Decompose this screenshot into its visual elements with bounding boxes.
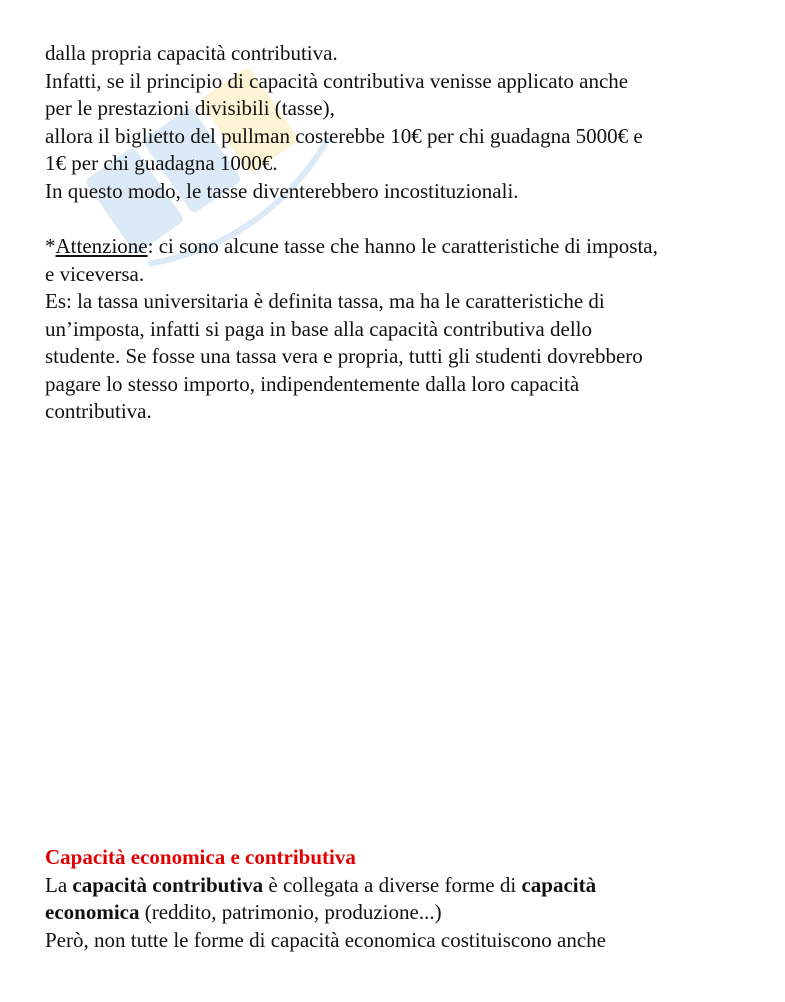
note-first-line-text: : ci sono alcune tasse che hanno le caratteristiche di imposta, [147, 234, 658, 258]
text-line: un’imposta, infatti si paga in base alla capacità contributiva dello [45, 316, 592, 341]
note-prefix: * [45, 234, 56, 258]
text-line: Infatti, se il principio di capacità contributiva venisse applicato anche [45, 68, 629, 93]
text-line: pagare lo stesso importo, indipendentemente dalla loro capacità [45, 371, 580, 396]
bold-term: capacità contributiva [72, 872, 264, 897]
text-line: contributiva. [45, 399, 152, 423]
section-heading: Capacità economica e contributiva [45, 845, 356, 869]
text-span: (reddito, patrimonio, produzione...) [139, 900, 442, 924]
section-line-1 [45, 872, 765, 900]
text-line: e viceversa. [45, 261, 145, 286]
note-label: Attenzione [55, 234, 148, 258]
bold-term: economica [45, 900, 140, 924]
section-line-2 [45, 899, 765, 927]
attention-note [45, 233, 765, 426]
bold-term: capacità [521, 872, 597, 897]
text-line: per le prestazioni divisibili (tasse), [45, 96, 335, 120]
text-line: Es: la tassa universitaria è definita tassa, ma ha le caratteristiche di [45, 289, 605, 313]
text-span: La [45, 872, 73, 897]
text-line: In questo modo, le tasse diventerebbero incostituzionali. [45, 178, 519, 203]
text-line: studente. Se fosse una tassa vera e propria, tutti gli studenti dovrebbero [45, 344, 643, 368]
section-capacita-economica [45, 844, 765, 954]
text-line: dalla propria capacità contributiva. [45, 41, 338, 65]
text-line: allora il biglietto del pullman costerebbe 10€ per chi guadagna 5000€ e [45, 123, 643, 148]
text-span: è collegata a diverse forme di [263, 872, 522, 897]
paragraph-capacita [45, 40, 765, 205]
text-line: 1€ per chi guadagna 1000€. [45, 151, 278, 175]
note-first-line [45, 233, 765, 261]
section-line-3: Però, non tutte le forme di capacità economica costituiscono anche [45, 927, 606, 952]
